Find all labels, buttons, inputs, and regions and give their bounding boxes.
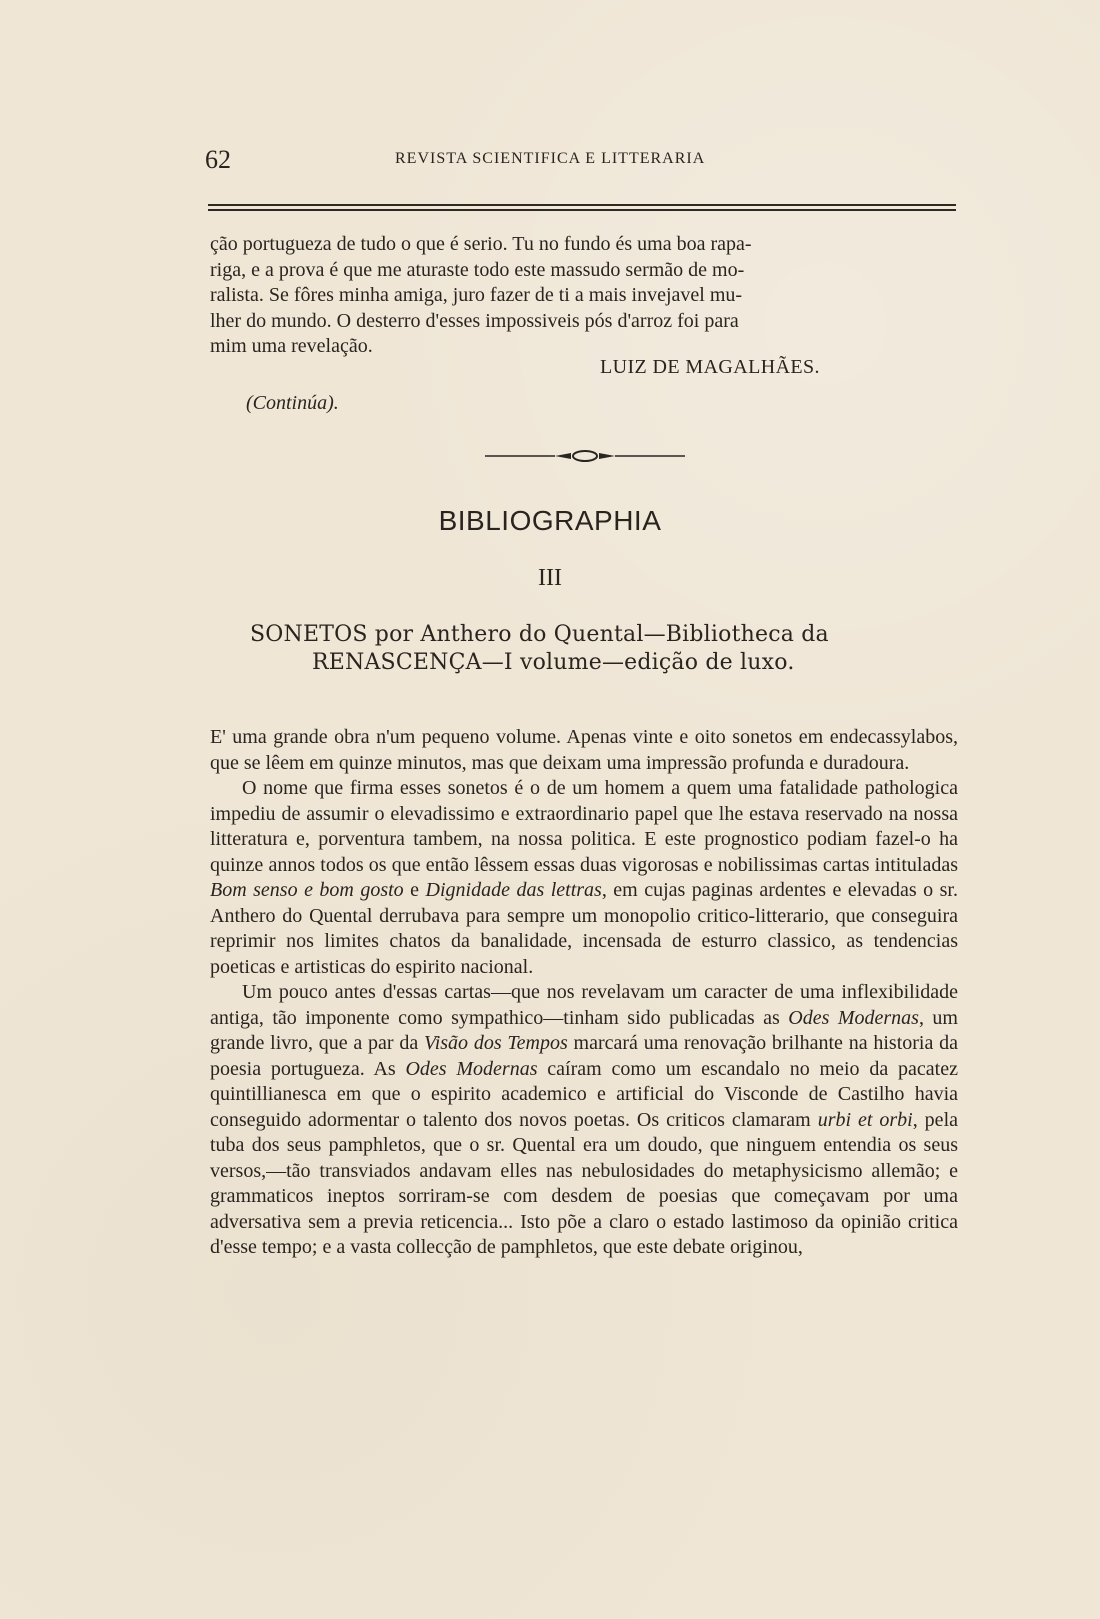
page-header — [205, 145, 965, 175]
running-head: REVISTA SCIENTIFICA E LITTERARIA — [395, 150, 706, 167]
body-paragraph-2 — [210, 776, 958, 980]
continued-note: (Continúa). — [246, 392, 339, 414]
body-paragraph-3-text-2: , um grande livro, que a par da — [210, 1006, 958, 1054]
section-divider-ornament — [485, 450, 685, 462]
intro-line-4: lher do mundo. O desterro d'esses impossiveis pós d'arroz foi para — [210, 309, 739, 332]
title-odes-modernas-1: Odes Modernas — [788, 1006, 919, 1029]
book-entry-line-2: RENASCENÇA—I volume—edição de luxo. — [312, 650, 795, 675]
title-bom-senso-e-bom-gosto: Bom senso e bom gosto — [210, 879, 404, 901]
body-paragraph-2-text-3: , em cujas paginas ardentes e elevadas o sr. Anthero do Quental derrubava para sempre um monopolio critico-litterario, que conseguira reprimir nos limites chatos da banalidade, incensada de esturro classico, as tendencias poeticas e artisticas do espirito nacional. — [210, 879, 958, 978]
intro-line-1: ção portugueza de tudo o que é serio. Tu no fundo és uma boa rapa- — [210, 233, 752, 255]
section-number: III — [538, 565, 562, 591]
book-entry-line-1: SONETOS por Anthero do Quental—Bibliotheca da — [250, 622, 829, 647]
header-rule-top — [208, 204, 956, 206]
phrase-urbi-et-orbi: urbi et orbi — [817, 1108, 913, 1131]
body-paragraph-3-text-1: Um pouco antes d'essas cartas—que nos revelavam um caracter de uma inflexibilidade antiga, tão imponente como sympathico—tinham sido publicadas as — [210, 981, 958, 1029]
body-paragraph-2-text-2: e — [403, 879, 426, 901]
body-paragraph-3-text-5: , pela tuba dos seus pamphletos, que o sr. Quental era um doudo, que ninguem entendia os seus versos,—tão transviados andavam elles nas nebulosidades do metaphysicismo allemão; e grammaticos ineptos sorriram-se com desdem de poesias que começavam por uma adversativa sem a previa reticencia... Isto põe a claro o estado lastimoso da opinião critica d'esse tempo; e a vasta collecção de pamphletos, que este debate originou, — [210, 1108, 958, 1258]
section-title: BIBLIOGRAPHIA — [438, 505, 662, 536]
title-dignidade-das-lettras: Dignidade das lettras — [425, 879, 602, 901]
body-paragraph-1: E' uma grande obra n'um pequeno volume. Apenas vinte e oito sonetos em endecassylabos, que se lêem em quinze minutos, mas que deixam uma impressão profunda e duradoura. — [210, 726, 958, 774]
body-paragraph-3 — [210, 980, 958, 1261]
intro-line-3: ralista. Se fôres minha amiga, juro fazer de ti a mais invejavel mu- — [210, 284, 743, 306]
intro-line-5: mim uma revelação. — [210, 335, 373, 357]
page-number: 62 — [205, 145, 231, 174]
review-body — [210, 725, 958, 1261]
intro-line-2: riga, e a prova é que me aturaste todo este massudo sermão de mo- — [210, 258, 745, 281]
header-rule-bottom — [208, 209, 956, 211]
title-odes-modernas-2: Odes Modernas — [405, 1057, 538, 1080]
author-signature: LUIZ DE MAGALHÃES. — [600, 356, 820, 378]
title-visao-dos-tempos: Visão dos Tempos — [423, 1032, 568, 1054]
body-paragraph-3-text-4: caíram como um escandalo no meio da pacatez quintillianesca em que o espirito academico e artificial do Visconde de Castilho havia conseguido adormentar o talento dos novos poetas. Os criticos clamaram — [210, 1057, 958, 1131]
intro-paragraph — [210, 232, 958, 360]
body-paragraph-2-text-1: O nome que firma esses sonetos é o de um homem a quem uma fatalidade pathologica impediu de assumir o elevadissimo e extraordinario papel que lhe estava reservado na nossa litteratura e, porventura tambem, na nossa politica. E este prognostico podiam fazel-o ha quinze annos todos os que então lêssem essas duas vigorosas e nobilissimas cartas intituladas — [210, 777, 958, 876]
body-paragraph-3-text-3: marcará uma renovação brilhante na historia da poesia portugueza. As — [210, 1032, 958, 1080]
